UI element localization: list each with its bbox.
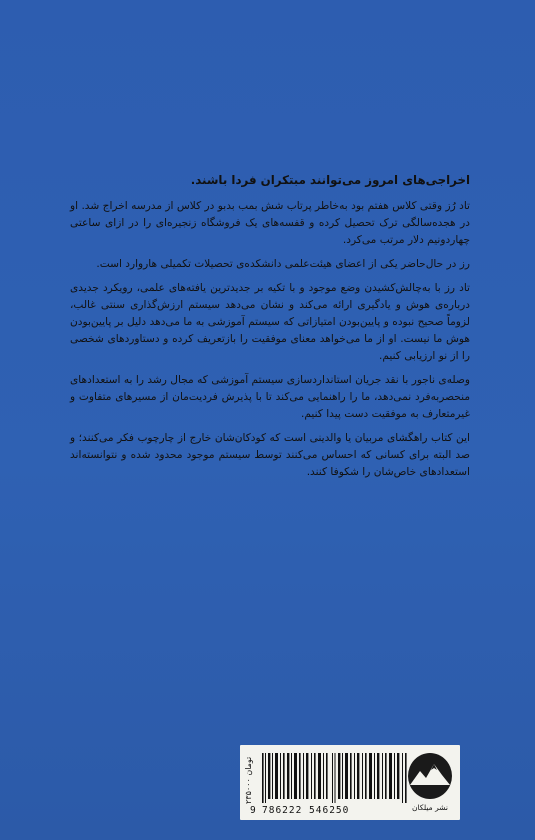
headline: اخراجی‌های امروز می‌توانند مبتکران فردا باشند. xyxy=(190,173,470,187)
mountain-logo-icon xyxy=(406,751,454,801)
paragraph-1: تاد رُز وقتی کلاس هفتم بود به‌خاطر پرتاب شش بمب بدبو در کلاس از مدرسه اخراج شد. او در هجده‌سالگی ترک تحصیل کرده و قفسه‌های یک فروشگاه زنجیره‌ای را در ازای ساعتی چهاردونیم دلار مرتب می‌کرد. xyxy=(70,200,470,246)
paragraph-4: وصله‌ی ناجور با نقد جریان استانداردسازی سیستم آموزشی که مجال رشد را به استعدادهای منحصربه‌فرد نمی‌دهد، ما را راهنمایی می‌کند تا با پذیرش فردیت‌مان از مسیرهای متفاوت و غیرمتعارف به موفقیت دست پیدا کنیم. xyxy=(70,374,470,420)
blurb-text xyxy=(70,172,470,488)
barcode-lead-digit: 9 xyxy=(250,805,256,816)
barcode-label xyxy=(240,745,460,820)
paragraph-5: این کتاب راهگشای مربیان یا والدینی است که کودکان‌شان خارج از چارچوب فکر می‌کنند؛ و صد البته برای کسانی که احساس می‌کنند توسط سیستم موجود محدود شده و نتوانسته‌اند استعدادهای خاص‌شان را شکوفا کنند. xyxy=(70,432,470,478)
barcode-image xyxy=(262,753,408,803)
barcode-number: 786222 546250 xyxy=(262,805,350,816)
price-label: ۲۳۵۰۰۰ تومان xyxy=(244,756,253,804)
paragraph-2: رز در حال‌حاضر یکی از اعضای هیئت‌علمی دانشکده‌ی تحصیلات تکمیلی هاروارد است. xyxy=(96,258,470,270)
publisher-logo xyxy=(406,751,454,815)
barcode-block xyxy=(244,749,408,817)
publisher-name: نشر میلکان xyxy=(412,803,448,812)
paragraph-3: تاد رز با به‌چالش‌کشیدن وضع موجود و با تکیه بر جدیدترین یافته‌های علمی، رویکرد جدیدی درباره‌ی هوش و یادگیری ارائه می‌کند و نشان می‌دهد سیستم ارزش‌گذاری سنتی غالب، لزوماً صحیح نبوده و پایین‌بودن امتیازاتی که سیستم آموزشی به ما می‌دهد دلیل بر پایین‌بودن هوش ما نیست. او از ما می‌خواهد معنای موفقیت را بازتعریف کرده و دستاوردهای شخصی را از نو ارزیابی کنیم. xyxy=(70,282,470,362)
